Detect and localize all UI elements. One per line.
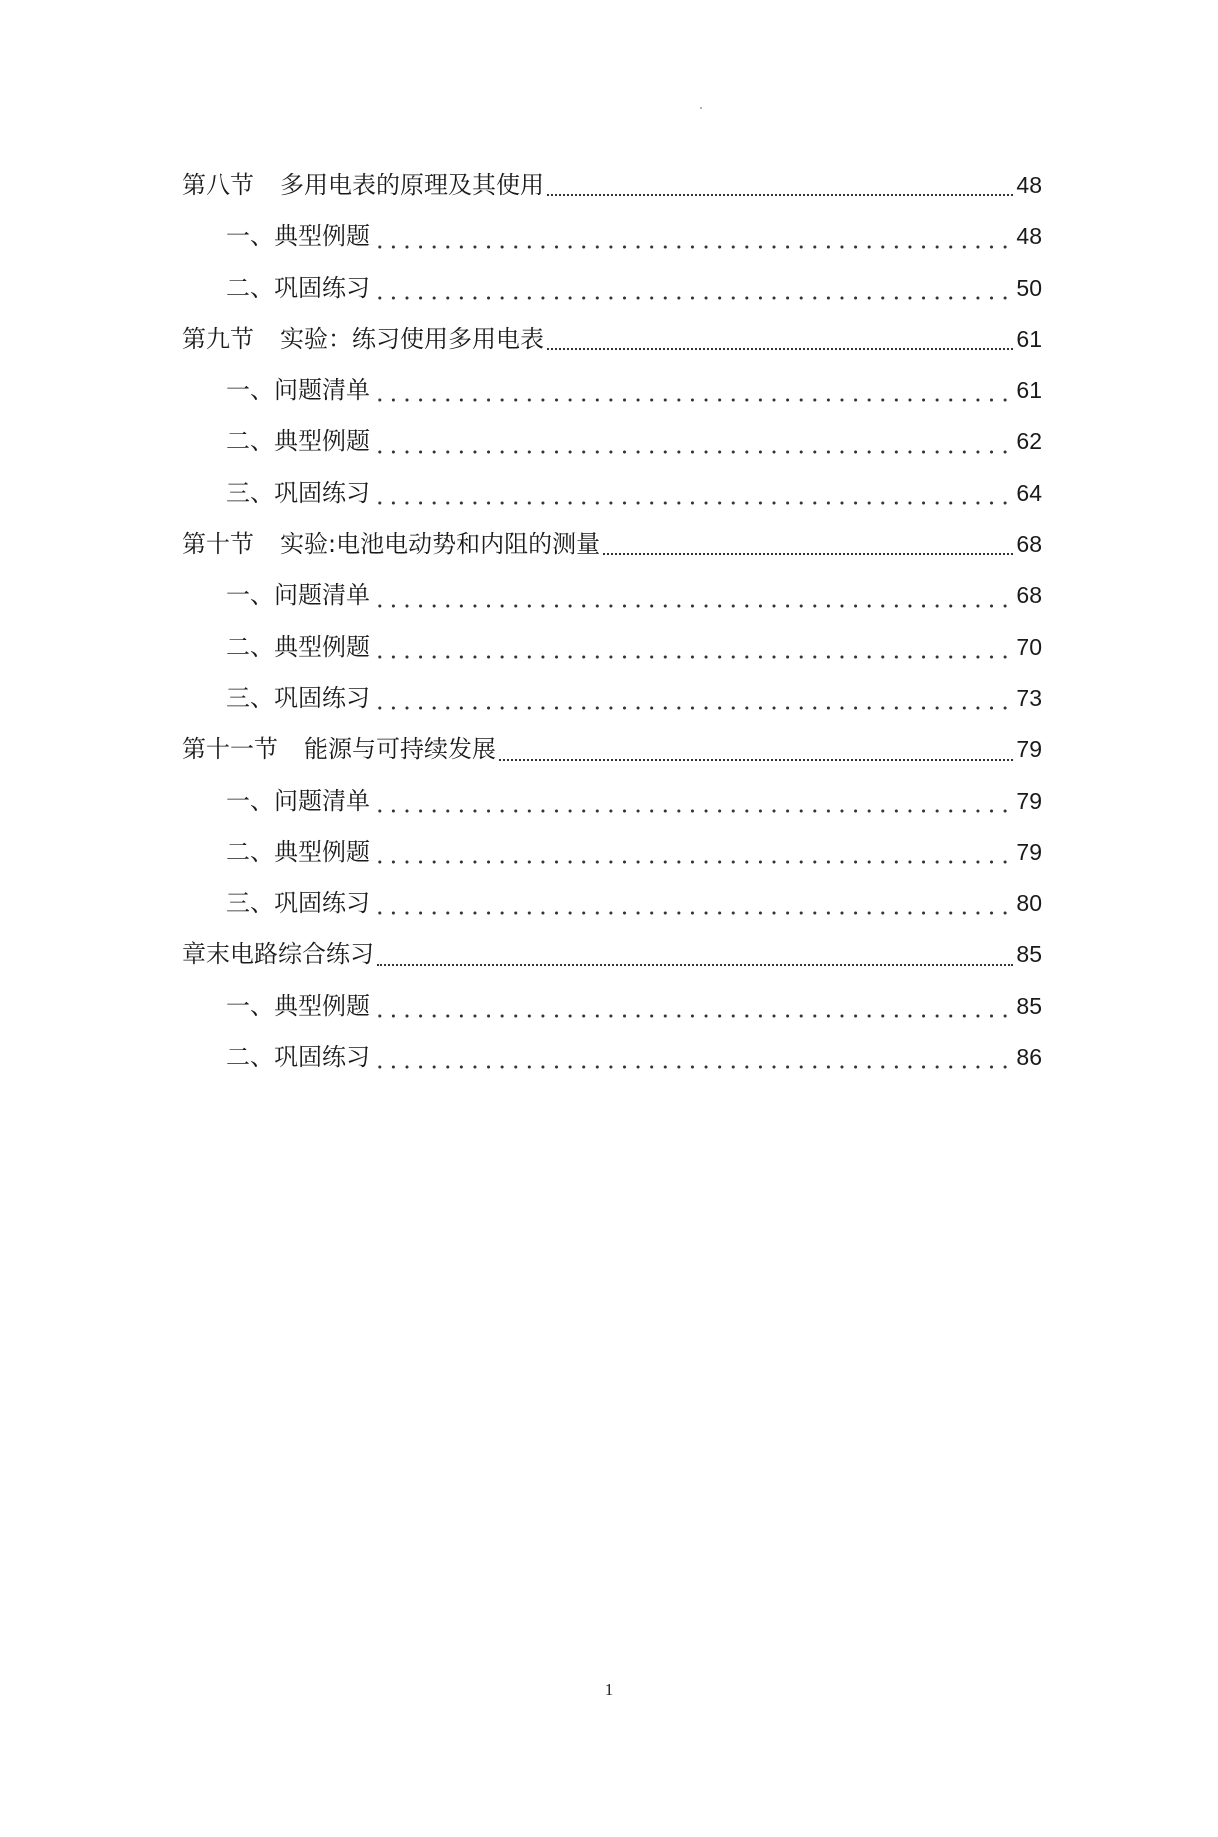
- subsection-name: 一、问题清单: [226, 376, 370, 405]
- section-number: 第九节: [182, 324, 254, 353]
- dot-leader: [373, 655, 1013, 659]
- dot-leader: [373, 604, 1013, 608]
- page-reference: 80: [1016, 890, 1042, 917]
- toc-subsection-row[interactable]: [182, 776, 1042, 827]
- page-reference: 48: [1016, 223, 1042, 250]
- page-reference: 79: [1016, 838, 1042, 865]
- dot-leader: [373, 1014, 1013, 1018]
- section-number: 第十节: [182, 530, 254, 559]
- toc-subsection-row[interactable]: [182, 1032, 1042, 1083]
- page-reference: 48: [1016, 172, 1042, 198]
- dot-leader: [499, 758, 1013, 761]
- dot-leader: [373, 1065, 1013, 1069]
- toc-entry-title: [182, 724, 496, 775]
- section-name: 多用电表的原理及其使用: [280, 171, 544, 199]
- dot-leader: [603, 552, 1013, 555]
- table-of-contents: [182, 160, 1042, 1083]
- dot-leader: [373, 809, 1013, 813]
- toc-subsection-row[interactable]: [182, 365, 1042, 416]
- subsection-name: 三、巩固练习: [226, 683, 370, 712]
- subsection-name: 二、巩固练习: [226, 273, 370, 302]
- toc-entry-title: [182, 929, 374, 980]
- dot-leader: [373, 450, 1013, 454]
- dot-leader: [547, 347, 1013, 350]
- subsection-name: 一、典型例题: [226, 991, 370, 1020]
- toc-section-row[interactable]: [182, 929, 1042, 980]
- toc-subsection-row[interactable]: [182, 878, 1042, 929]
- section-name: 章末电路综合练习: [182, 940, 374, 969]
- subsection-name: 二、典型例题: [226, 837, 370, 866]
- subsection-name: 二、典型例题: [226, 427, 370, 456]
- toc-section-row[interactable]: [182, 724, 1042, 775]
- page-reference: 79: [1016, 736, 1042, 763]
- toc-section-row[interactable]: [182, 160, 1042, 211]
- dot-leader: [373, 501, 1013, 505]
- page-reference: 73: [1016, 684, 1042, 711]
- toc-subsection-row[interactable]: [182, 211, 1042, 262]
- toc-entry-title: [182, 160, 544, 211]
- page-reference: 62: [1016, 428, 1042, 455]
- subsection-name: 一、典型例题: [226, 222, 370, 251]
- subsection-name: 三、巩固练习: [226, 478, 370, 507]
- page-reference: 85: [1016, 992, 1042, 1019]
- page-reference: 50: [1016, 274, 1042, 301]
- dot-leader: [377, 963, 1013, 966]
- section-name: 能源与可持续发展: [304, 735, 496, 764]
- toc-subsection-row[interactable]: [182, 622, 1042, 673]
- page-reference: 86: [1016, 1044, 1042, 1071]
- section-name: 实验:电池电动势和内阻的测量: [280, 530, 601, 559]
- dot-leader: [547, 193, 1013, 196]
- dot-leader: [373, 245, 1013, 249]
- toc-subsection-row[interactable]: [182, 827, 1042, 878]
- dot-leader: [373, 860, 1013, 864]
- toc-subsection-row[interactable]: [182, 416, 1042, 467]
- section-name: 实验：练习使用多用电表: [280, 324, 544, 353]
- toc-subsection-row[interactable]: [182, 673, 1042, 724]
- dot-leader: [373, 398, 1013, 402]
- dot-leader: [373, 706, 1013, 710]
- page-reference: 68: [1016, 531, 1042, 558]
- toc-entry-title: [182, 519, 600, 570]
- toc-subsection-row[interactable]: [182, 468, 1042, 519]
- toc-section-row[interactable]: [182, 314, 1042, 365]
- toc-subsection-row[interactable]: [182, 570, 1042, 621]
- section-number: 第十一节: [182, 735, 278, 764]
- page-reference: 85: [1016, 941, 1042, 968]
- page-number: 1: [604, 1680, 614, 1699]
- dot-leader: [373, 296, 1013, 300]
- section-number: 第八节: [182, 171, 254, 199]
- page-reference: 64: [1016, 479, 1042, 506]
- toc-subsection-row[interactable]: [182, 981, 1042, 1032]
- subsection-name: 三、巩固练习: [226, 889, 370, 918]
- subsection-name: 二、巩固练习: [226, 1043, 370, 1072]
- subsection-name: 二、典型例题: [226, 632, 370, 661]
- toc-section-row[interactable]: [182, 519, 1042, 570]
- page-reference: 61: [1016, 325, 1042, 352]
- page-reference: 70: [1016, 633, 1042, 660]
- subsection-name: 一、问题清单: [226, 581, 370, 610]
- page-reference: 79: [1016, 787, 1042, 814]
- page-reference: 61: [1016, 377, 1042, 404]
- toc-entry-title: [182, 314, 544, 365]
- scan-speck: [700, 107, 702, 109]
- page-reference: 68: [1016, 582, 1042, 609]
- dot-leader: [373, 911, 1013, 915]
- subsection-name: 一、问题清单: [226, 786, 370, 815]
- toc-subsection-row[interactable]: [182, 263, 1042, 314]
